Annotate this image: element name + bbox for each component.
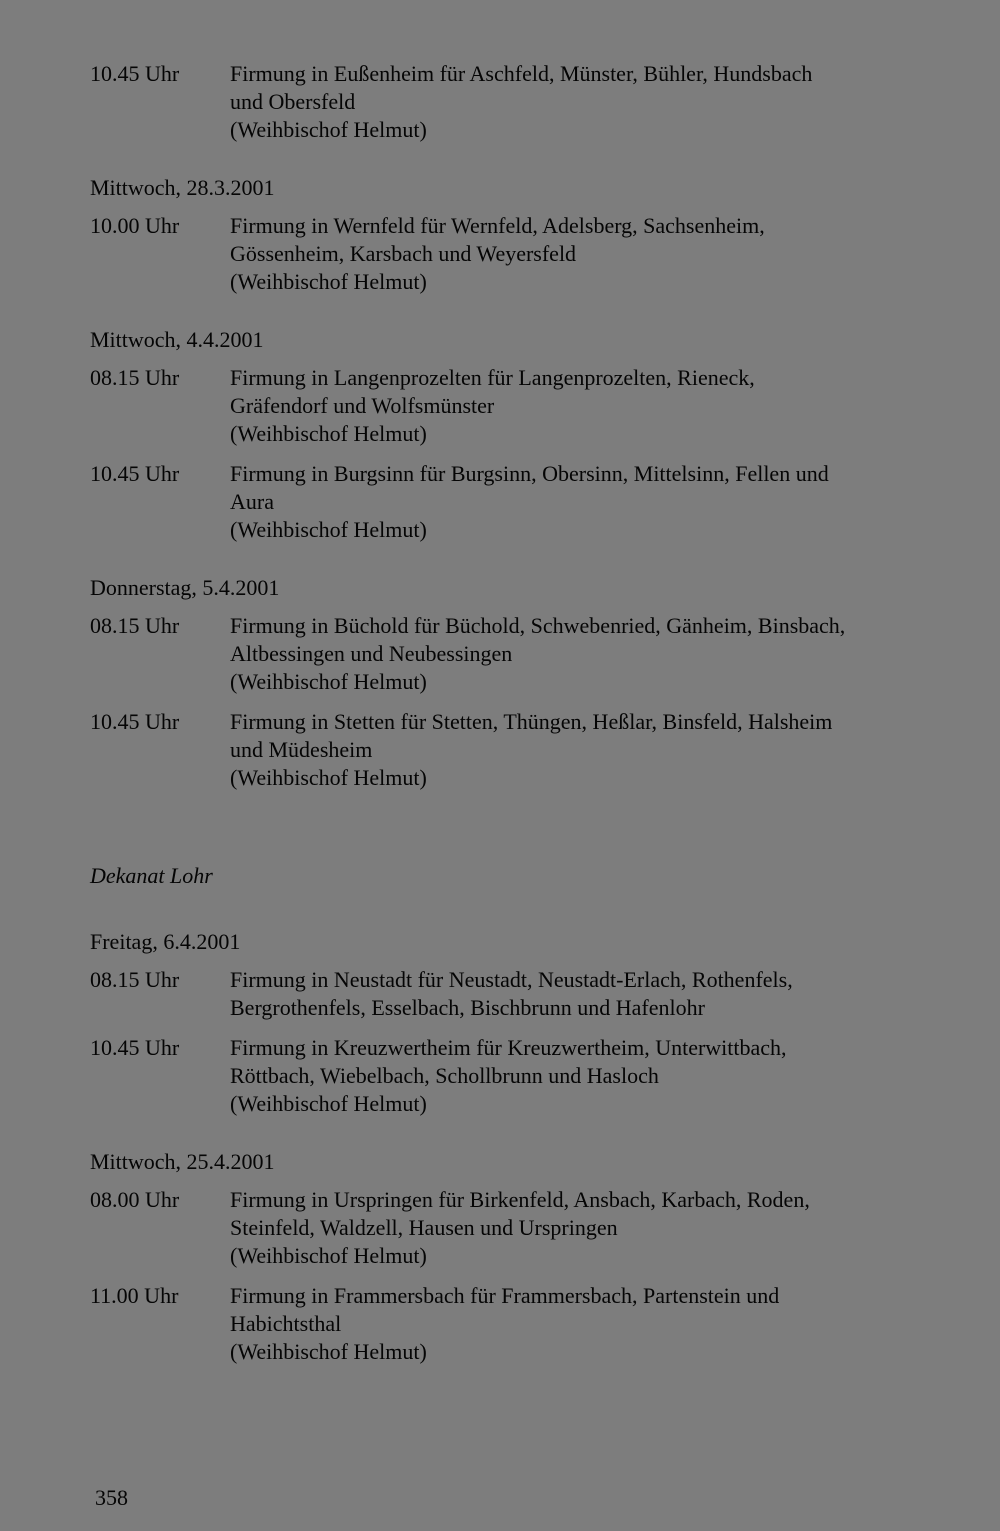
entry-line: (Weihbischof Helmut) (230, 1339, 427, 1364)
entry-line: Gössenheim, Karsbach und Weyersfeld (230, 241, 577, 266)
entry-line: (Weihbischof Helmut) (230, 1243, 427, 1268)
entry-description (230, 460, 970, 544)
day-heading: Donnerstag, 5.4.2001 (90, 575, 280, 600)
entry-time: 10.00 Uhr (90, 213, 180, 238)
schedule-entry (90, 460, 970, 544)
entry-line: und Müdesheim (230, 737, 373, 762)
day-heading: Mittwoch, 25.4.2001 (90, 1149, 275, 1174)
schedule-block (90, 1148, 970, 1366)
schedule-block (90, 574, 970, 792)
day-heading: Mittwoch, 4.4.2001 (90, 327, 264, 352)
entry-line: (Weihbischof Helmut) (230, 669, 427, 694)
entry-time: 10.45 Uhr (90, 1035, 180, 1060)
entry-line: Firmung in Wernfeld für Wernfeld, Adelsberg, Sachsenheim, (230, 213, 765, 238)
page-content (90, 60, 970, 1378)
entry-line: Röttbach, Wiebelbach, Schollbrunn und Hasloch (230, 1063, 659, 1088)
dekanat-heading: Dekanat Lohr (90, 863, 213, 888)
schedule-entry (90, 966, 970, 1022)
schedule-block (90, 928, 970, 1118)
entry-line: (Weihbischof Helmut) (230, 1091, 427, 1116)
schedule-entry (90, 1034, 970, 1118)
entry-time: 10.45 Uhr (90, 461, 180, 486)
entry-line: Firmung in Eußenheim für Aschfeld, Münster, Bühler, Hundsbach (230, 61, 813, 86)
entry-time: 10.45 Uhr (90, 61, 180, 86)
entry-line: (Weihbischof Helmut) (230, 765, 427, 790)
schedule-entry (90, 708, 970, 792)
schedule-block (90, 326, 970, 544)
entry-line: (Weihbischof Helmut) (230, 421, 427, 446)
entry-line: und Obersfeld (230, 89, 356, 114)
entry-line: (Weihbischof Helmut) (230, 269, 427, 294)
entry-description (230, 966, 970, 1022)
page-number: 358 (95, 1485, 128, 1510)
entry-description (230, 364, 970, 448)
entry-line: Firmung in Kreuzwertheim für Kreuzwertheim, Unterwittbach, (230, 1035, 787, 1060)
entry-description (230, 212, 970, 296)
entry-description (230, 708, 970, 792)
entry-line: Altbessingen und Neubessingen (230, 641, 513, 666)
entry-description (230, 60, 970, 144)
entry-line: Gräfendorf und Wolfsmünster (230, 393, 495, 418)
schedule-block (90, 60, 970, 144)
entry-line: Firmung in Frammersbach für Frammersbach, Partenstein und (230, 1283, 780, 1308)
entry-time: 08.00 Uhr (90, 1187, 180, 1212)
entry-time: 11.00 Uhr (90, 1283, 179, 1308)
entry-line: Firmung in Neustadt für Neustadt, Neustadt-Erlach, Rothenfels, (230, 967, 793, 992)
entry-time: 08.15 Uhr (90, 613, 180, 638)
entry-line: Firmung in Urspringen für Birkenfeld, Ansbach, Karbach, Roden, (230, 1187, 810, 1212)
entry-line: Firmung in Stetten für Stetten, Thüngen, Heßlar, Binsfeld, Halsheim (230, 709, 833, 734)
entry-description (230, 1186, 970, 1270)
entry-time: 08.15 Uhr (90, 967, 180, 992)
entry-time: 10.45 Uhr (90, 709, 180, 734)
entry-line: Aura (230, 489, 274, 514)
entry-line: Firmung in Langenprozelten für Langenprozelten, Rieneck, (230, 365, 755, 390)
entry-line: Firmung in Burgsinn für Burgsinn, Obersinn, Mittelsinn, Fellen und (230, 461, 829, 486)
dekanat-block (90, 862, 970, 890)
entry-line: (Weihbischof Helmut) (230, 517, 427, 542)
schedule-entry (90, 60, 970, 144)
schedule-entry (90, 364, 970, 448)
schedule-entry (90, 212, 970, 296)
entry-line: Bergrothenfels, Esselbach, Bischbrunn und Hafenlohr (230, 995, 705, 1020)
schedule-entry (90, 1186, 970, 1270)
entry-description (230, 612, 970, 696)
day-heading: Mittwoch, 28.3.2001 (90, 175, 275, 200)
entry-time: 08.15 Uhr (90, 365, 180, 390)
entry-line: Firmung in Büchold für Büchold, Schwebenried, Gänheim, Binsbach, (230, 613, 846, 638)
entry-description (230, 1282, 970, 1366)
entry-line: Habichtsthal (230, 1311, 342, 1336)
schedule-entry (90, 612, 970, 696)
schedule-block (90, 174, 970, 296)
schedule-entry (90, 1282, 970, 1366)
entry-line: (Weihbischof Helmut) (230, 117, 427, 142)
day-heading: Freitag, 6.4.2001 (90, 929, 241, 954)
entry-description (230, 1034, 970, 1118)
entry-line: Steinfeld, Waldzell, Hausen und Urspringen (230, 1215, 618, 1240)
